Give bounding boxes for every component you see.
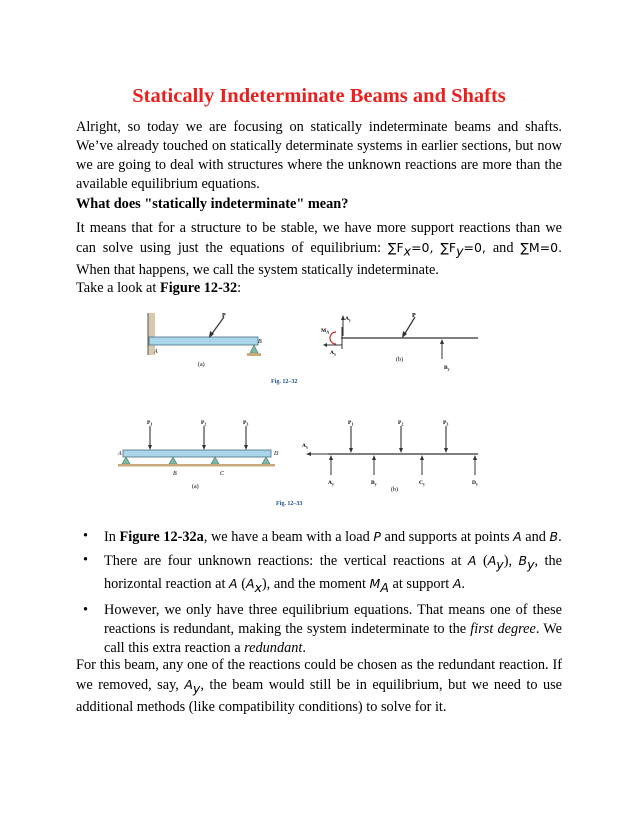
svg-text:P2: $P_2$ bbox=[201, 420, 207, 427]
moment-MA bbox=[330, 332, 336, 344]
svg-text:Ay: $A_y$ bbox=[345, 316, 351, 323]
caption-fig-12-33: Fig. 12–33 bbox=[276, 501, 303, 507]
label-P-b: P bbox=[412, 313, 416, 319]
roller-support-C bbox=[211, 457, 219, 464]
equation-sum-fx: $\sum F_x=0$, bbox=[388, 240, 434, 259]
subcaption-b-2: (b) bbox=[391, 487, 398, 493]
question-heading: What does "statically indeterminate" mean? bbox=[76, 196, 349, 212]
caption-fig-12-32: Fig. 12–32 bbox=[271, 379, 298, 385]
label-A-33a: A bbox=[118, 451, 122, 457]
meaning-paragraph: It means that for a structure to be stable, we have more support reactions than we can solve using just the equations of equilibrium: $\sum F_x=0$, $\sum F_y=0$, and ∑M=0. When that happens, we call the system statically indeterminate. bbox=[76, 220, 563, 278]
subcaption-a-1: (a) bbox=[198, 362, 205, 368]
label-A-a: A bbox=[154, 349, 158, 355]
subcaption-a-2: (a) bbox=[192, 484, 199, 490]
label-C-33a: C bbox=[220, 471, 225, 477]
list-item: • There are four unknown reactions: the vertical reactions at A $(A_y)$, $B_y$, the horizontal reaction at A $(A_x)$, and the moment $M_A$ at support A. bbox=[83, 552, 563, 595]
beam-12-32a bbox=[149, 337, 258, 345]
label-B-a: B bbox=[258, 339, 262, 345]
svg-text:Ax: $A_x$ bbox=[330, 350, 336, 357]
intro-paragraph: Alright, so today we are focusing on statically indeterminate beams and shafts. We’ve already touched on statically determinate systems in earlier sections, but now we are going to deal with structures where the unknown reactions are more than the available equilibrium equations. bbox=[76, 119, 562, 192]
beam-figure bbox=[106, 313, 563, 507]
label-B-33a: B bbox=[173, 471, 177, 477]
svg-text:P2: $P_2$ bbox=[398, 420, 404, 427]
svg-text:P1: $P_1$ bbox=[348, 420, 354, 427]
svg-text:P3: $P_3$ bbox=[443, 420, 449, 427]
closing-paragraph: For this beam, any one of the reactions could be chosen as the redundant reaction. If we removed, say, $A_y$, the beam would still be in equilibrium, but we need to use additional methods (like compatibility conditions) to solve for it. bbox=[76, 657, 563, 715]
svg-text:MA: $M_A$ bbox=[321, 328, 330, 335]
svg-text:P1: $P_1$ bbox=[147, 420, 153, 427]
subcaption-b-1: (b) bbox=[396, 357, 403, 363]
equation-sum-m: ∑M=0. bbox=[520, 240, 563, 255]
list-item: • However, we only have three equilibrium equations. That means one of these reactions is redundant, making the system indeterminate to the first degree. We call this extra reaction a redundant. bbox=[83, 601, 562, 656]
page-title: Statically Indeterminate Beams and Shafts bbox=[132, 85, 506, 107]
pin-support-B bbox=[250, 345, 258, 353]
roller-support-D bbox=[262, 457, 270, 464]
list-item: • In Figure 12-32a, we have a beam with a load P and supports at points A and B. bbox=[83, 528, 562, 545]
label-D-33a: D bbox=[274, 451, 279, 457]
pin-support-A bbox=[122, 457, 130, 464]
svg-text:Cy: $C_y$ bbox=[419, 480, 425, 487]
bullet-list bbox=[76, 527, 562, 658]
equation-sum-fy: $\sum F_y=0$, bbox=[440, 240, 486, 259]
svg-text:Ax: $A_x$ bbox=[302, 443, 308, 450]
label-P-a: P bbox=[222, 313, 226, 319]
svg-text:By: $B_y$ bbox=[371, 480, 377, 487]
svg-text:By: $B_y$ bbox=[444, 365, 450, 372]
svg-text:Ay: $A_y$ bbox=[328, 480, 334, 487]
figure-reference: Take a look at Figure 12-32: bbox=[76, 280, 242, 296]
beam-12-33a bbox=[123, 450, 271, 457]
svg-text:Dy: $D_y$ bbox=[472, 480, 478, 487]
svg-text:P3: $P_3$ bbox=[243, 420, 249, 427]
roller-support-B bbox=[169, 457, 177, 464]
